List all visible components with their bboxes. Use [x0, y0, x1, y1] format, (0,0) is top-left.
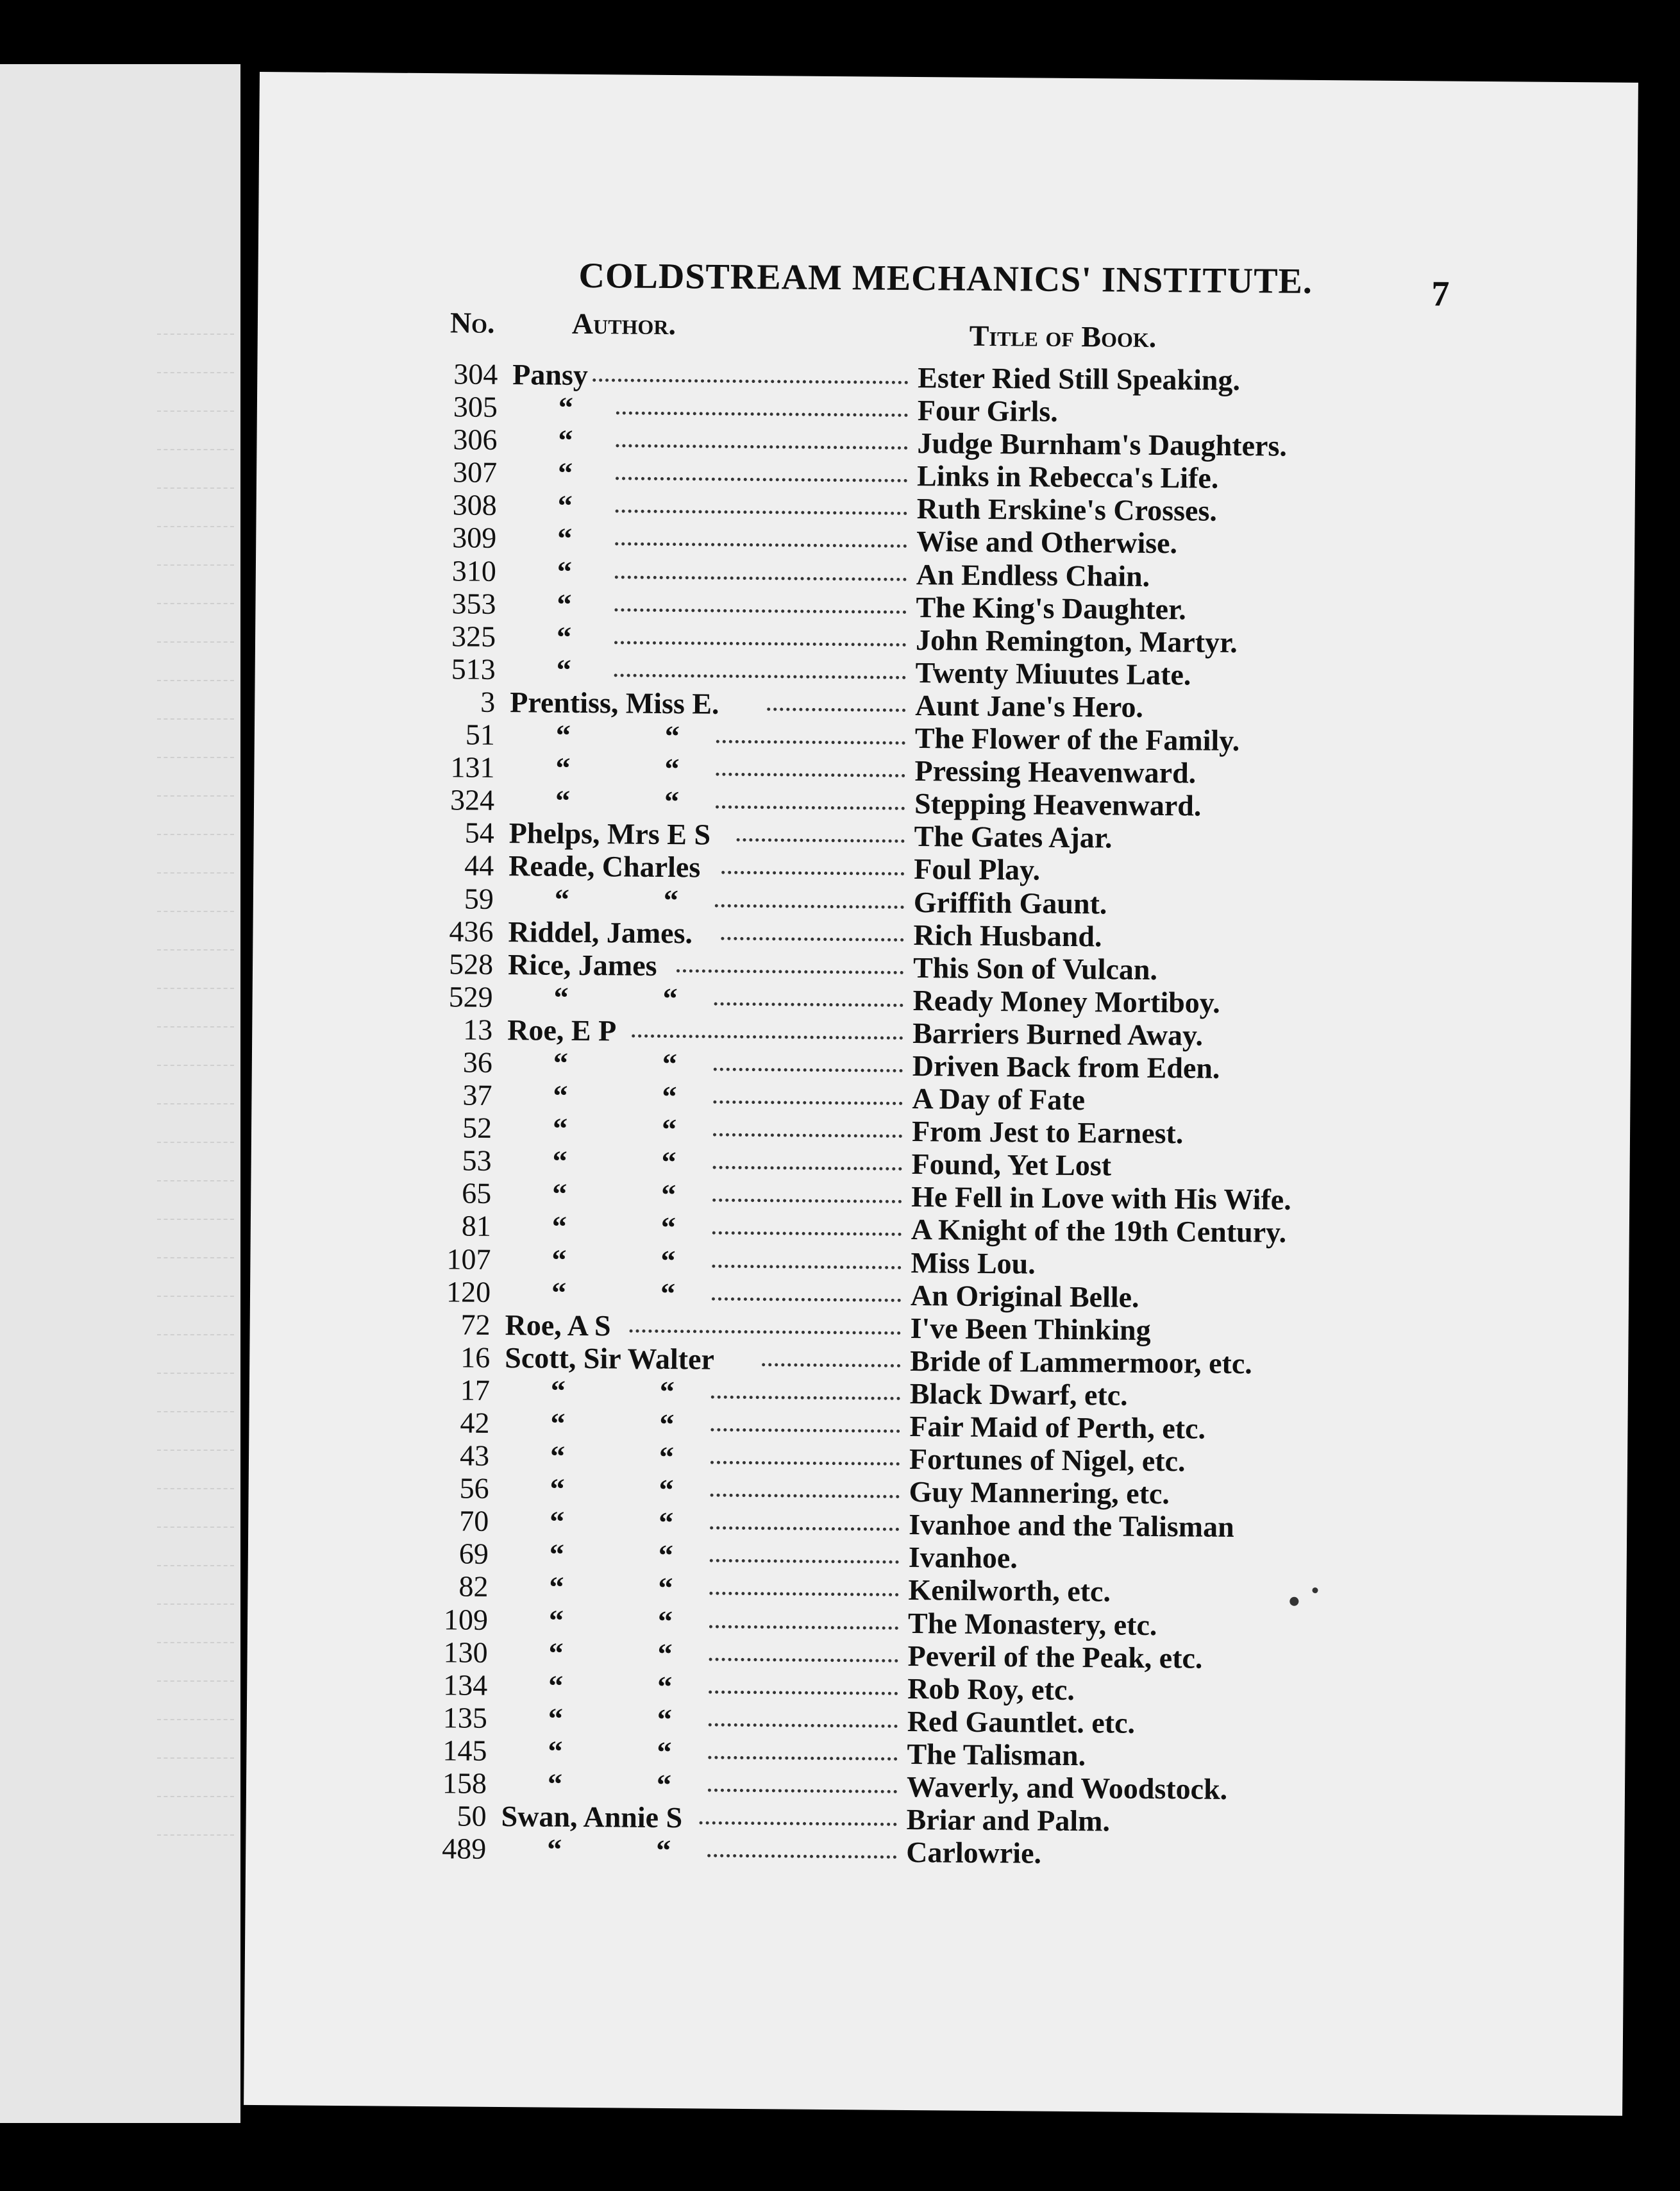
dot-leader: [713, 1133, 902, 1138]
book-title: Rob Roy, etc.: [907, 1671, 1075, 1706]
book-title: An Endless Chain.: [916, 557, 1150, 593]
book-title: Judge Burnham's Daughters.: [917, 427, 1288, 462]
book-number: 145: [442, 1734, 487, 1767]
ditto-mark: “: [556, 620, 572, 654]
book-title: Driven Back from Eden.: [912, 1049, 1220, 1085]
book-title: A Knight of the 19th Century.: [911, 1213, 1287, 1249]
catalogue-page: [244, 72, 1638, 2116]
ditto-mark: “: [656, 1768, 672, 1802]
ditto-mark: “: [661, 1178, 676, 1212]
book-title: Fortunes of Nigel, etc.: [909, 1442, 1186, 1478]
show-through-line: [157, 1334, 234, 1335]
dot-leader: [709, 1723, 898, 1727]
book-title: Ruth Erskine's Crosses.: [916, 492, 1218, 528]
book-number: 37: [462, 1078, 492, 1112]
column-header-no: No.: [449, 306, 495, 339]
dot-leader: [710, 1527, 899, 1531]
book-number: 353: [451, 587, 496, 620]
book-title: He Fell in Love with His Wife.: [911, 1180, 1291, 1217]
book-number: 135: [442, 1701, 488, 1734]
book-number: 42: [460, 1406, 490, 1439]
book-number: 69: [458, 1537, 489, 1571]
dot-leader: [715, 904, 904, 908]
show-through-line: [157, 834, 234, 835]
author-name: Rice, James: [507, 947, 657, 982]
dot-leader: [709, 1690, 898, 1695]
book-number: 16: [460, 1341, 491, 1374]
book-number: 36: [462, 1045, 493, 1079]
dot-leader: [616, 411, 908, 417]
ditto-mark: “: [662, 981, 678, 1015]
ditto-mark: “: [548, 1603, 564, 1637]
show-through-line: [157, 1796, 234, 1797]
book-number: 310: [451, 554, 497, 588]
show-through-line: [157, 1680, 234, 1682]
book-title: From Jest to Earnest.: [911, 1115, 1184, 1150]
ditto-mark: “: [553, 981, 569, 1014]
ditto-mark: “: [549, 1537, 565, 1571]
book-title: The Monastery, etc.: [907, 1606, 1157, 1641]
ditto-mark: “: [664, 785, 680, 818]
ditto-mark: “: [555, 751, 571, 784]
ditto-mark: “: [661, 1113, 677, 1146]
dot-leader: [737, 838, 905, 843]
book-title: Briar and Palm.: [906, 1803, 1111, 1838]
ditto-mark: “: [550, 1374, 566, 1407]
book-title: Ready Money Mortiboy.: [912, 983, 1220, 1019]
dot-leader: [700, 1822, 897, 1826]
dot-leader: [592, 378, 908, 384]
book-title: Foul Play.: [914, 852, 1041, 887]
show-through-line: [157, 1488, 234, 1489]
ditto-mark: “: [548, 1734, 563, 1768]
show-through-line: [157, 1296, 234, 1297]
show-through-line: [157, 680, 234, 681]
show-through-line: [157, 641, 234, 643]
dot-leader: [710, 1559, 899, 1564]
book-number: 489: [442, 1832, 487, 1866]
ditto-mark: “: [553, 1079, 568, 1112]
ditto-mark: “: [552, 1112, 568, 1145]
book-title: Guy Mannering, etc.: [909, 1475, 1170, 1510]
show-through-line: [157, 449, 234, 450]
ditto-mark: “: [661, 1146, 676, 1179]
ditto-mark: “: [663, 883, 679, 917]
dot-leader: [712, 1297, 901, 1301]
show-through-line: [157, 487, 234, 489]
ditto-mark: “: [662, 1047, 678, 1081]
dot-leader: [716, 773, 905, 777]
dot-leader: [716, 740, 905, 745]
ditto-mark: “: [551, 1243, 567, 1276]
ditto-mark: “: [664, 720, 680, 753]
book-title: Rich Husband.: [913, 918, 1102, 952]
column-header-author: Author.: [571, 307, 676, 341]
ditto-mark: “: [552, 1177, 567, 1211]
dot-leader: [710, 1428, 900, 1433]
book-number: 529: [448, 980, 493, 1013]
book-number: 324: [449, 783, 495, 817]
book-title: Miss Lou.: [911, 1246, 1036, 1280]
book-title: The Flower of the Family.: [914, 722, 1240, 757]
show-through-line: [157, 603, 234, 604]
book-title: Waverly, and Woodstock.: [906, 1770, 1228, 1806]
book-number: 528: [448, 947, 494, 981]
show-through-line: [157, 1834, 234, 1836]
dot-leader: [712, 1231, 902, 1236]
ditto-mark: “: [555, 784, 571, 818]
ditto-mark: “: [659, 1506, 674, 1539]
book-number: 325: [451, 620, 496, 653]
show-through-line: [157, 1450, 234, 1451]
book-title: Ivanhoe and the Talisman: [909, 1508, 1234, 1544]
dot-leader: [616, 444, 907, 450]
ditto-mark: “: [662, 1080, 677, 1113]
ink-speck: [1289, 1597, 1298, 1606]
show-through-line: [157, 795, 234, 797]
author-name: Prentiss, Miss E.: [510, 686, 719, 720]
ditto-mark: “: [660, 1211, 676, 1244]
book-number: 72: [460, 1308, 491, 1341]
dot-leader: [714, 1068, 903, 1072]
ditto-mark: “: [659, 1407, 675, 1441]
book-number: 309: [452, 521, 497, 555]
dot-leader: [762, 1363, 900, 1367]
facing-page: [0, 64, 242, 2123]
dot-leader: [712, 1199, 902, 1203]
book-title: Twenty Miuutes Late.: [915, 656, 1191, 691]
ditto-mark: “: [557, 522, 573, 555]
book-number: 43: [459, 1439, 490, 1472]
dot-leader: [711, 1395, 900, 1400]
book-title: Bride of Lammermoor, etc.: [910, 1344, 1252, 1380]
show-through-line: [157, 1527, 234, 1528]
book-number: 56: [459, 1471, 489, 1505]
show-through-line: [157, 1411, 234, 1412]
dot-leader: [713, 1166, 902, 1171]
show-through-line: [157, 1257, 234, 1258]
dot-leader: [707, 1854, 896, 1859]
dot-leader: [713, 1101, 902, 1105]
author-name: Riddel, James.: [508, 915, 693, 949]
show-through-line: [157, 1180, 234, 1181]
book-number: 307: [452, 455, 498, 489]
ditto-mark: “: [550, 1472, 565, 1505]
ditto-mark: “: [548, 1702, 564, 1735]
show-through-line: [157, 911, 234, 912]
book-title: Pressing Heavenward.: [914, 754, 1197, 790]
show-through-line: [157, 410, 234, 412]
book-number: 109: [443, 1602, 489, 1636]
dot-leader: [709, 1657, 898, 1662]
author-name: Roe, A S: [505, 1308, 611, 1342]
ditto-mark: “: [558, 391, 574, 424]
ditto-mark: “: [552, 1144, 567, 1178]
dot-leader: [614, 641, 906, 647]
book-title: Red Gauntlet. etc.: [907, 1704, 1136, 1739]
dot-leader: [614, 673, 906, 679]
book-title: Links in Rebecca's Life.: [916, 459, 1219, 495]
book-title: Wise and Otherwise.: [916, 525, 1178, 560]
ditto-mark: “: [659, 1473, 674, 1507]
ditto-mark: “: [556, 653, 571, 686]
book-number: 308: [452, 488, 497, 522]
ditto-mark: “: [658, 1539, 674, 1572]
show-through-line: [157, 1103, 234, 1104]
column-header-title: Title of Book.: [969, 319, 1157, 353]
ditto-mark: “: [659, 1441, 675, 1474]
book-title: I've Been Thinking: [910, 1311, 1151, 1346]
ditto-mark: “: [551, 1276, 567, 1309]
book-title: Aunt Jane's Hero.: [915, 688, 1144, 723]
dot-leader: [708, 1789, 897, 1793]
dot-leader: [710, 1494, 900, 1498]
show-through-line: [157, 1603, 234, 1605]
ditto-mark: “: [657, 1735, 672, 1769]
dot-leader: [721, 936, 903, 941]
book-title: The King's Daughter.: [916, 590, 1186, 626]
author-name: Phelps, Mrs E S: [508, 816, 711, 851]
show-through-line: [157, 1719, 234, 1720]
book-number: 107: [446, 1242, 491, 1276]
book-title: Carlowrie.: [906, 1836, 1042, 1870]
ditto-mark: “: [550, 1439, 566, 1473]
show-through-line: [157, 1026, 234, 1028]
ditto-mark: “: [659, 1375, 675, 1408]
book-title: Griffith Gaunt.: [913, 885, 1107, 920]
book-number: 82: [458, 1569, 489, 1603]
show-through-line: [157, 1757, 234, 1759]
book-number: 3: [480, 685, 496, 718]
ditto-mark: “: [664, 752, 680, 786]
book-number: 70: [459, 1504, 489, 1538]
book-title: A Day of Fate: [912, 1082, 1086, 1117]
catalogue-list: [246, 355, 1636, 1874]
ditto-mark: “: [548, 1636, 564, 1670]
book-number: 305: [453, 390, 498, 424]
book-number: 44: [464, 849, 494, 883]
book-title: This Son of Vulcan.: [912, 951, 1158, 986]
dot-leader: [632, 1034, 903, 1039]
ditto-mark: “: [549, 1571, 564, 1604]
book-title: Kenilworth, etc.: [908, 1573, 1111, 1608]
book-title: The Talisman.: [907, 1737, 1086, 1772]
book-number: 53: [462, 1144, 492, 1178]
dot-leader: [767, 707, 905, 712]
ditto-mark: “: [657, 1702, 673, 1736]
book-title: Ester Ried Still Speaking.: [918, 361, 1241, 397]
show-through-line: [157, 1142, 234, 1143]
book-title: Fair Maid of Perth, etc.: [909, 1410, 1206, 1445]
dot-leader: [709, 1592, 898, 1596]
dot-leader: [721, 871, 904, 876]
author-name: Swan, Annie S: [501, 1800, 683, 1834]
ditto-mark: “: [657, 1604, 673, 1637]
dot-leader: [614, 608, 906, 614]
show-through-line: [157, 949, 234, 951]
ditto-mark: “: [548, 1669, 564, 1702]
show-through-line: [157, 334, 234, 335]
ditto-mark: “: [657, 1670, 673, 1703]
book-number: 304: [453, 357, 498, 391]
show-through-line: [157, 757, 234, 758]
show-through-line: [157, 988, 234, 989]
book-number: 52: [462, 1111, 492, 1145]
ditto-mark: “: [558, 423, 573, 457]
dot-leader: [710, 1461, 900, 1466]
book-title: The Gates Ajar.: [914, 820, 1113, 854]
author-name: Roe, E P: [507, 1013, 617, 1047]
book-title: Four Girls.: [917, 394, 1059, 428]
dot-leader: [615, 575, 907, 581]
author-name: Reade, Charles: [508, 849, 701, 884]
show-through-line: [157, 526, 234, 527]
ditto-mark: “: [547, 1767, 563, 1800]
ditto-mark: “: [557, 489, 573, 523]
book-number: 13: [463, 1013, 493, 1046]
show-through-line: [157, 1373, 234, 1374]
book-number: 50: [457, 1799, 487, 1832]
book-number: 306: [453, 423, 498, 457]
show-through-line: [157, 372, 234, 373]
ditto-mark: “: [557, 555, 573, 588]
book-title: Stepping Heavenward.: [914, 787, 1202, 822]
ditto-mark: “: [557, 588, 572, 621]
show-through-line: [157, 1065, 234, 1066]
ditto-mark: “: [555, 718, 571, 752]
author-name: Scott, Sir Walter: [505, 1341, 715, 1376]
ditto-mark: “: [550, 1505, 565, 1539]
book-number: 130: [443, 1635, 488, 1669]
show-through-line: [157, 872, 234, 874]
ditto-mark: “: [658, 1571, 673, 1605]
dot-leader: [709, 1625, 898, 1629]
show-through-line: [157, 564, 234, 566]
book-number: 65: [462, 1176, 492, 1210]
dot-leader: [630, 1329, 901, 1334]
ditto-mark: “: [550, 1407, 566, 1440]
book-number: 54: [464, 816, 494, 850]
ditto-mark: “: [656, 1834, 671, 1867]
book-number: 81: [461, 1209, 492, 1243]
book-title: Black Dwarf, etc.: [909, 1376, 1128, 1412]
book-number: 120: [446, 1274, 491, 1308]
book-number: 17: [460, 1373, 491, 1407]
show-through-line: [157, 1565, 234, 1566]
ditto-mark: “: [557, 456, 573, 490]
dot-leader: [716, 806, 905, 810]
dot-leader: [714, 1002, 903, 1006]
book-number: 134: [443, 1668, 488, 1702]
book-title: Peveril of the Peak, etc.: [907, 1639, 1203, 1675]
ditto-mark: “: [660, 1244, 676, 1277]
dot-leader: [708, 1756, 897, 1761]
book-number: 436: [449, 914, 494, 948]
ditto-mark: “: [554, 883, 570, 916]
book-number: 131: [450, 750, 495, 784]
dot-leader: [615, 543, 907, 548]
dot-leader: [712, 1264, 901, 1269]
book-number: 513: [451, 652, 496, 686]
dot-leader: [616, 510, 907, 516]
book-title: John Remington, Martyr.: [915, 623, 1238, 659]
book-number: 158: [442, 1766, 487, 1800]
book-title: Barriers Burned Away.: [912, 1016, 1204, 1052]
show-through-line: [157, 1642, 234, 1643]
ink-speck: [1312, 1587, 1318, 1593]
book-title: An Original Belle.: [910, 1278, 1139, 1314]
ditto-mark: “: [551, 1210, 567, 1244]
page-header: COLDSTREAM MECHANICS' INSTITUTE.: [578, 255, 1313, 301]
dot-leader: [676, 969, 903, 974]
book-number: 51: [465, 718, 496, 751]
ditto-mark: “: [660, 1276, 676, 1310]
ditto-mark: “: [553, 1046, 569, 1079]
ditto-mark: “: [547, 1832, 562, 1866]
book-number: 59: [464, 882, 494, 915]
author-name: Pansy: [512, 358, 589, 392]
book-title: Found, Yet Lost: [911, 1147, 1112, 1182]
show-through-line: [157, 1219, 234, 1220]
show-through-line: [157, 718, 234, 720]
ditto-mark: “: [657, 1637, 673, 1670]
page-number: 7: [1431, 274, 1450, 314]
book-title: Ivanhoe.: [908, 1541, 1018, 1575]
dot-leader: [616, 477, 907, 483]
